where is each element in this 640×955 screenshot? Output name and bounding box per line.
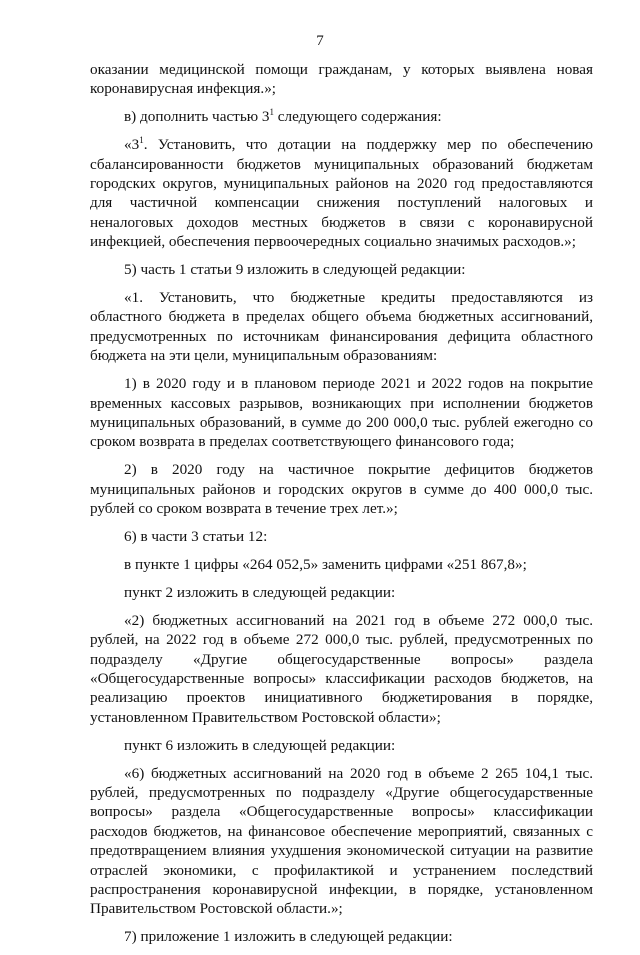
paragraph-point-2-intro: пункт 2 изложить в следующей редакции: [124,583,396,601]
paragraph-point-6-intro: пункт 6 изложить в следующей редакции: [124,736,396,754]
paragraph-text: «3 [124,136,140,154]
paragraph-continuation: оказании медицинской помощи гражданам, у которых выявлена новая коронавирусная инфекция.»; [90,61,593,98]
superscript: 1 [139,135,144,146]
paragraph-amendment-v [90,107,593,126]
paragraph-part-3-1 [90,135,593,251]
paragraph-point-2-text: «2) бюджетных ассигнований на 2021 год в объеме 272 000,0 тыс. рублей, на 2022 год в объеме 272 000,0 тыс. рублей, предусмотренных по подразделу «Другие общегосударственные вопросы» раздела «Общегосударственные вопросы» классификации расходов бюджетов, на реализацию проектов инициативного бюджетирования в порядке, установленном Правительством Ростовской области»; [90,611,593,726]
paragraph-item-7: 7) приложение 1 изложить в следующей редакции: [124,928,453,946]
paragraph-budget-credits: «1. Установить, что бюджетные кредиты предоставляются из областного бюджета в пределах общего объема бюджетных ассигнований, предусмотренных по источникам финансирования дефицита областного бюджета на эти цели, муниципальным образованиям: [90,289,593,365]
paragraph-item-5: 5) часть 1 статьи 9 изложить в следующей редакции: [124,261,466,279]
paragraph-subitem-2: 2) в 2020 году на частичное покрытие дефицитов бюджетов муниципальных районов и городских округов в сумме до 400 000,0 тыс. рублей со сроком возврата в течение трех лет.»; [90,461,593,518]
paragraph-text: следующего содержания: [273,108,442,126]
paragraph-point-6-text: «6) бюджетных ассигнований на 2020 год в объеме 2 265 104,1 тыс. рублей, предусмотренных по подразделу «Другие общегосударственные вопросы» раздела «Общегосударственные вопросы» классификации расходов бюджетов, на финансовое обеспечение мероприятий, связанных с предотвращением влияния ухудшения экономической ситуации на развитие отраслей экономики, с профилактикой и устранением последствий распространения коронавирусной инфекции, в порядке, установленном Правительством Ростовской области.»; [90,764,593,918]
paragraph-text: в) дополнить частью 3 [124,108,270,126]
paragraph-text: . Установить, что дотации на поддержку мер по обеспечению сбалансированности бюджетов муниципальных образований бюджетам городских округов, муниципальных районов на 2020 год предоставляются для частичной компенсации снижения поступлений налоговых и неналоговых доходов местных бюджетов в связи с коронавирусной инфекцией, обеспечения первоочередных социально значимых расходов.»; [90,136,593,251]
page-number: 7 [316,33,324,49]
paragraph-item-6: 6) в части 3 статьи 12: [124,528,268,546]
superscript: 1 [269,107,274,118]
paragraph-point-1: в пункте 1 цифры «264 052,5» заменить цифрами «251 867,8»; [124,555,527,573]
paragraph-subitem-1: 1) в 2020 году и в плановом периоде 2021 и 2022 годов на покрытие временных кассовых разрывов, возникающих при исполнении бюджетов муниципальных образований, в сумме до 200 000,0 тыс. рублей ежегодно со сроком возврата в пределах соответствующего финансового года; [90,375,593,451]
document-body [90,60,593,955]
